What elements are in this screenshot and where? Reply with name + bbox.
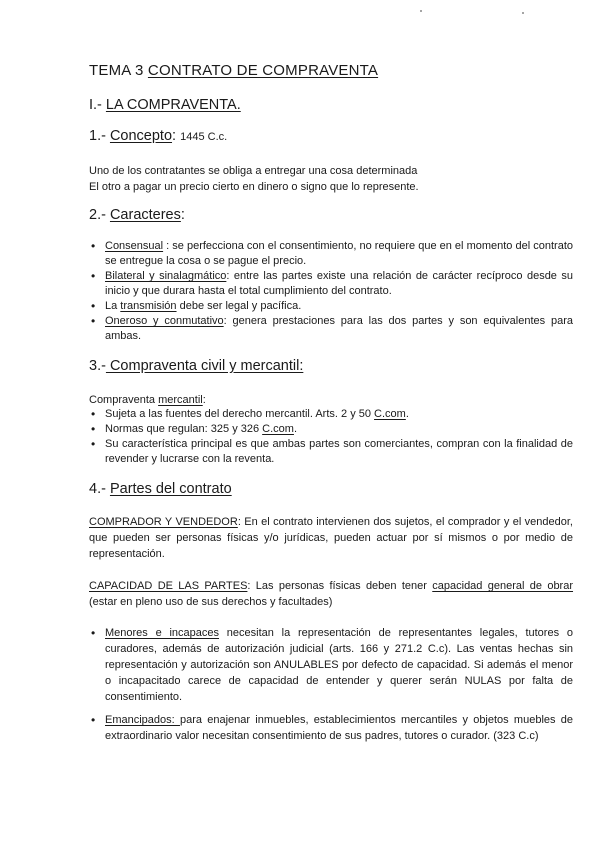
list-item: • Su característica principal es que ambas partes son comerciantes, compran con la finalidad de revender y lucrarse con la reventa. — [89, 437, 573, 467]
list-item: • Emancipados: para enajenar inmuebles, establecimientos mercantiles y objetos muebles de extraordinario valor necesitan consentimiento de sus padres, tutores o curador. (323 C.c) — [89, 712, 573, 744]
emancipados-list — [89, 712, 573, 744]
caracteres-list — [89, 239, 573, 344]
section-heading-partes: 4.- Partes del contrato — [89, 481, 232, 497]
section-heading-concepto: 1.- Concepto: 1445 C.c. — [89, 128, 228, 144]
mercantil-list — [89, 407, 573, 467]
list-item: • Normas que regulan: 325 y 326 C.com. — [89, 422, 573, 437]
scan-speck — [522, 12, 524, 14]
mercantil-intro: Compraventa mercantil: — [89, 394, 206, 406]
comprador-paragraph: COMPRADOR Y VENDEDOR: En el contrato intervienen dos sujetos, el comprador y el vendedor, que pueden ser personas físicas y/o jurídicas, pueden actuar por sí mismos o por medio de representación. — [89, 516, 573, 560]
capacidad-paragraph: CAPACIDAD DE LAS PARTES: Las personas físicas deben tener capacidad general de obrar (estar en pleno uso de sus derechos y facultades) — [89, 580, 574, 608]
list-item: • Menores e incapaces necesitan la representación de representantes legales, tutores o curadores, además de autorización judicial (arts. 166 y 271.2 C.c). Las ventas hechas sin representación y autorización son ANULABLES por defecto de capacidad. Si además el menor o incapacitado carece de capacidad de entender y querer serán NULAS por falta de consentimiento. — [89, 625, 573, 705]
list-item: • Sujeta a las fuentes del derecho mercantil. Arts. 2 y 50 C.com. — [89, 407, 573, 422]
document-title: TEMA 3 CONTRATO DE COMPRAVENTA — [89, 62, 379, 79]
list-item: • Consensual : se perfecciona con el consentimiento, no requiere que en el momento del contrato se entregue la cosa o se pague el precio. — [89, 239, 573, 269]
concepto-paragraph: Uno de los contratantes se obliga a entregar una cosa determinada El otro a pagar un precio cierto en dinero o signo que lo represente. — [89, 165, 419, 193]
menores-list — [89, 625, 573, 705]
list-item: • La transmisión debe ser legal y pacífica. — [89, 299, 573, 314]
scan-speck — [420, 10, 422, 12]
section-heading-1: I.- LA COMPRAVENTA. — [89, 97, 241, 113]
section-heading-compraventa: 3.- Compraventa civil y mercantil: — [89, 358, 304, 374]
section-heading-caracteres: 2.- Caracteres: — [89, 207, 185, 223]
list-item: • Oneroso y conmutativo: genera prestaciones para las dos partes y son equivalentes para ambas. — [89, 314, 573, 344]
list-item: • Bilateral y sinalagmático: entre las partes existe una relación de carácter recíproco desde su inicio y que durara hasta el total cumplimiento del contrato. — [89, 269, 573, 299]
